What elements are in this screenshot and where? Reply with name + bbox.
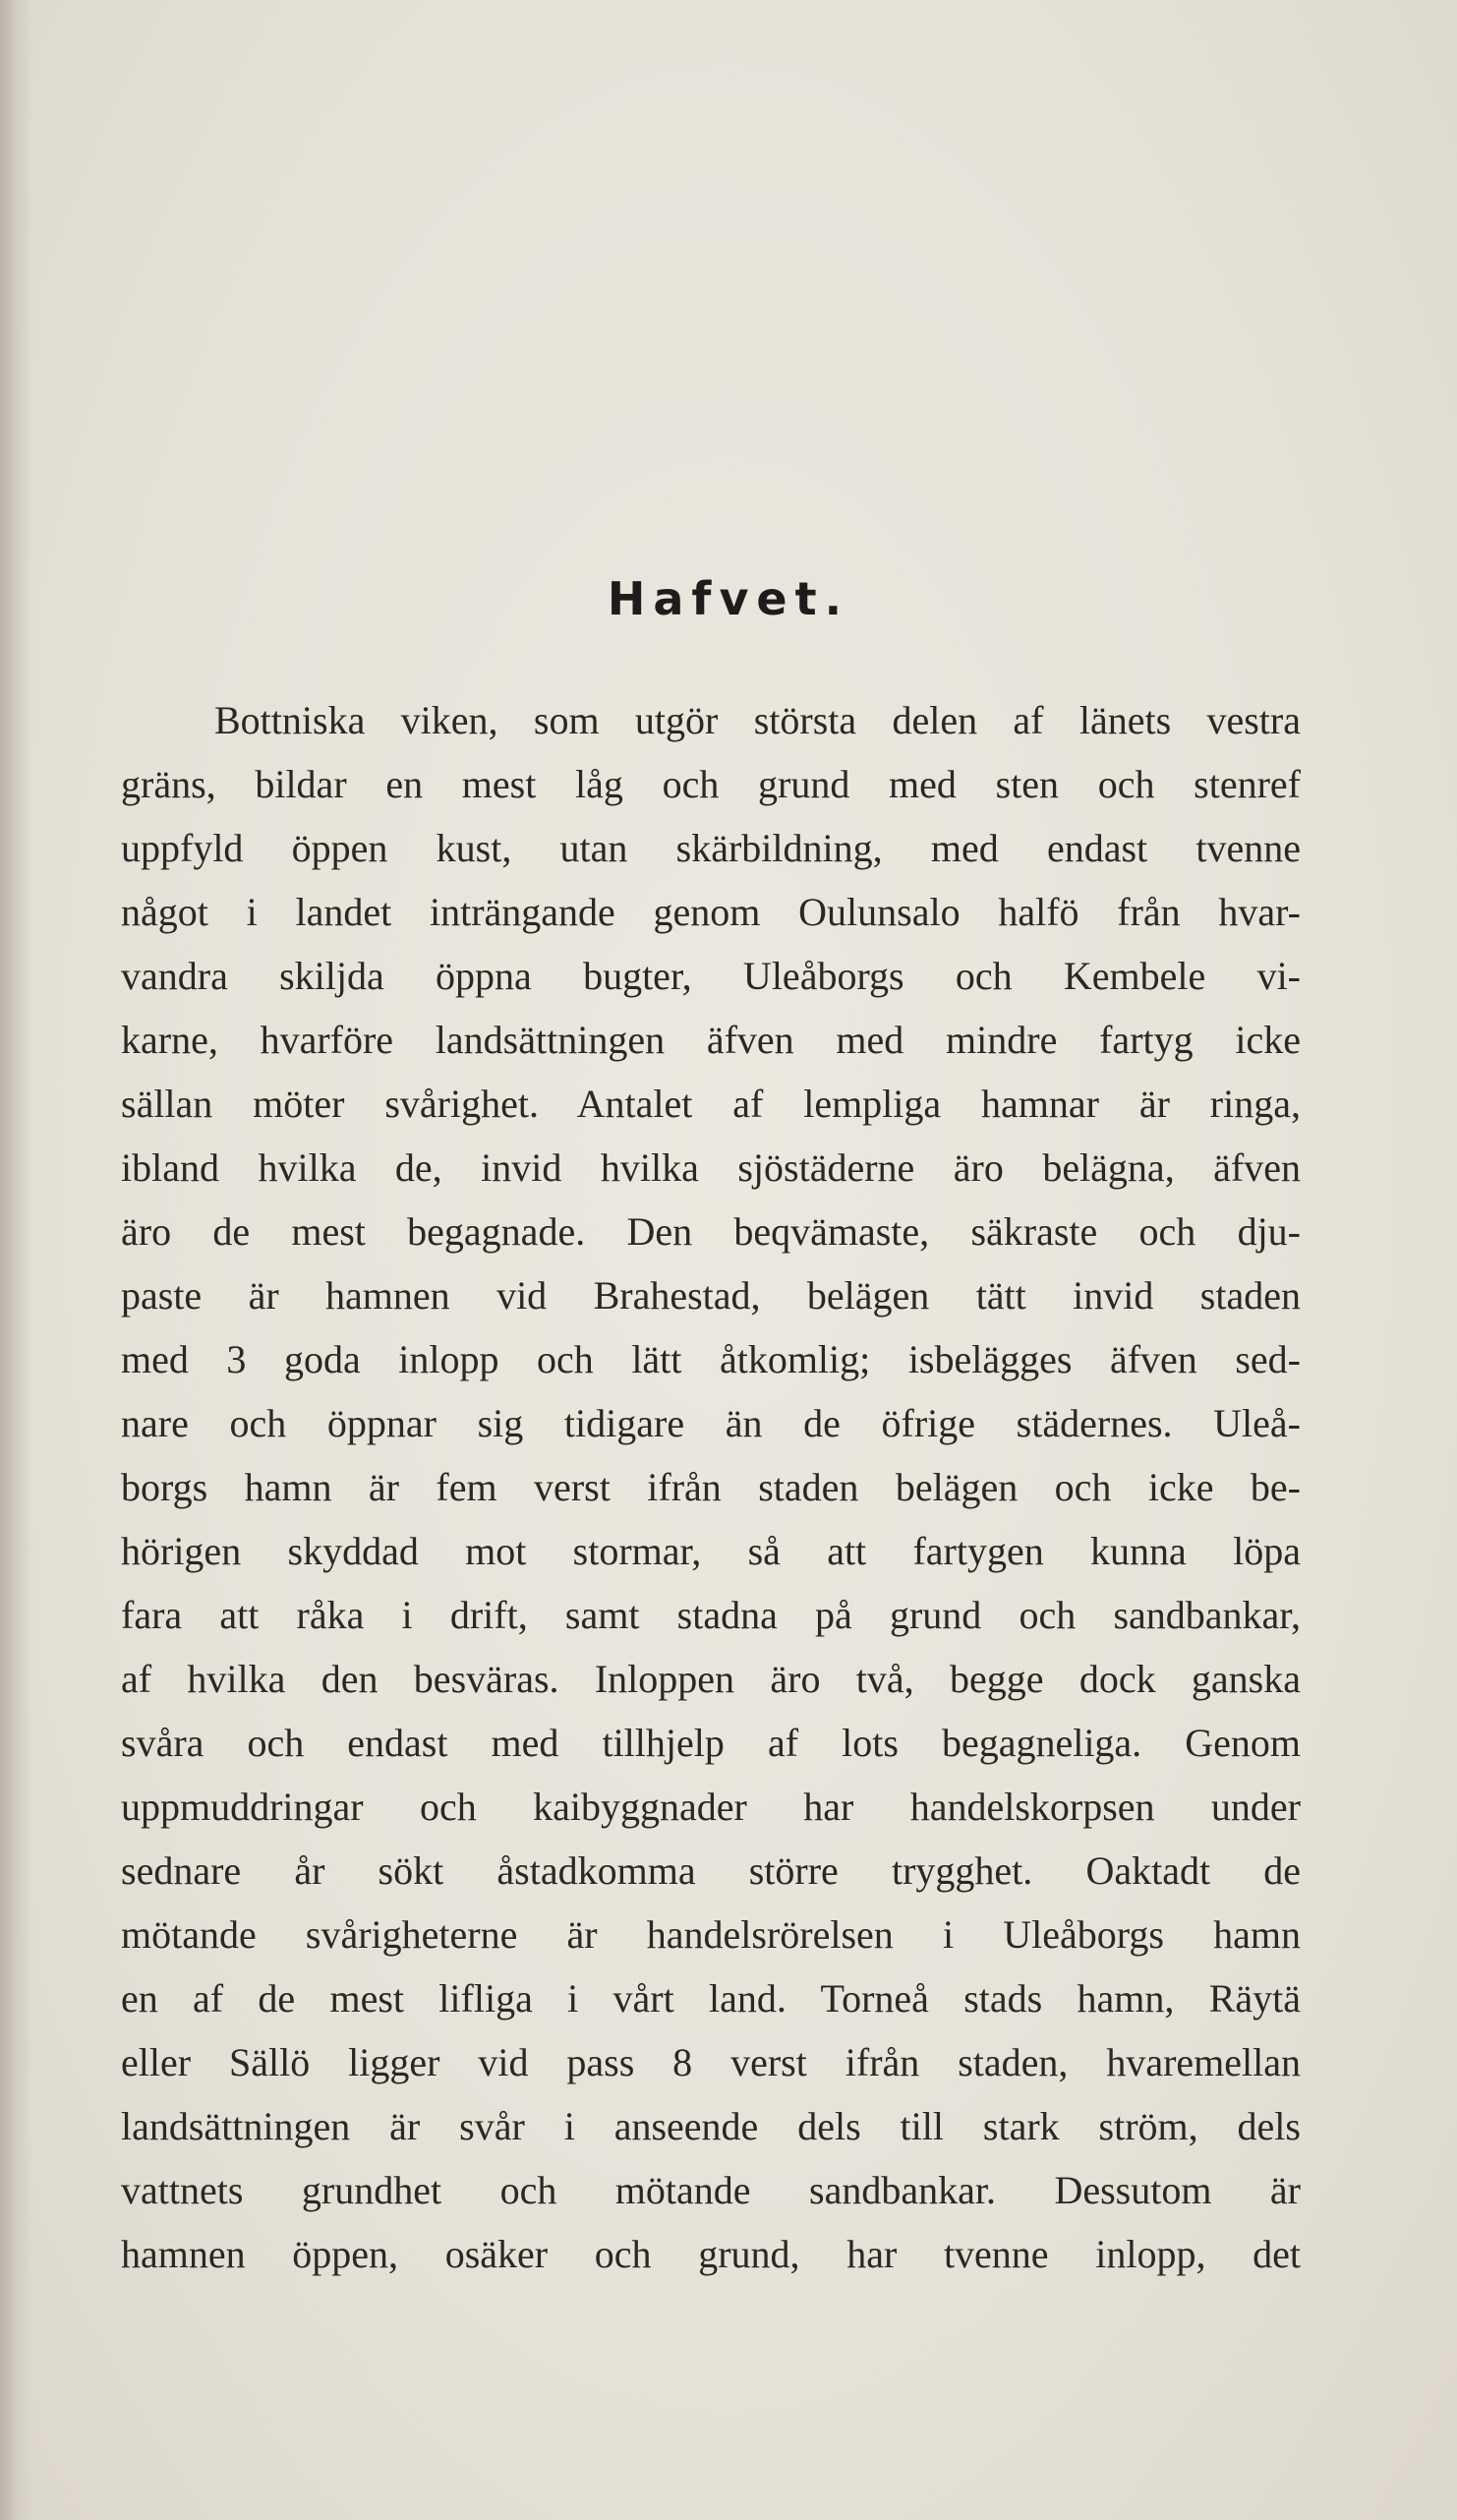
text-line: svåra och endast med tillhjelp af lots begagneliga. Genom (121, 1721, 1301, 1765)
text-line: med 3 goda inlopp och lätt åtkomlig; isbelägges äfven sed- (121, 1337, 1301, 1381)
text-line: af hvilka den besväras. Inloppen äro två, begge dock ganska (121, 1657, 1301, 1701)
body-text (121, 688, 1301, 2286)
section-heading: Hafvet. (607, 572, 850, 625)
text-line: en af de mest lifliga i vårt land. Torneå stads hamn, Räytä (121, 1976, 1301, 2021)
text-line: gräns, bildar en mest låg och grund med sten och stenref (121, 762, 1301, 806)
text-line: Bottniska viken, som utgör största delen af länets vestra (214, 698, 1301, 742)
text-line: karne, hvarföre landsättningen äfven med mindre fartyg icke (121, 1018, 1301, 1062)
text-line: eller Sällö ligger vid pass 8 verst ifrån staden, hvaremellan (121, 2040, 1301, 2084)
text-line: uppfyld öppen kust, utan skärbildning, med endast tvenne (121, 826, 1301, 870)
text-line: borgs hamn är fem verst ifrån staden belägen och icke be- (121, 1465, 1301, 1509)
text-line: äro de mest begagnade. Den beqvämaste, säkraste och dju- (121, 1209, 1301, 1254)
text-line: hörigen skyddad mot stormar, så att fartygen kunna löpa (121, 1529, 1301, 1573)
text-line: vandra skiljda öppna bugter, Uleåborgs och Kembele vi- (121, 954, 1301, 998)
text-line: landsättningen är svår i anseende dels till stark ström, dels (121, 2104, 1301, 2148)
page-gutter-shadow (0, 0, 33, 2520)
text-line: uppmuddringar och kaibyggnader har handelskorpsen under (121, 1785, 1301, 1829)
text-line: hamnen öppen, osäker och grund, har tvenne inlopp, det (121, 2232, 1301, 2276)
text-line: paste är hamnen vid Brahestad, belägen tätt invid staden (121, 1273, 1301, 1318)
text-line: sällan möter svårighet. Antalet af lempliga hamnar är ringa, (121, 1082, 1301, 1126)
text-line: mötande svårigheterne är handelsrörelsen i Uleåborgs hamn (121, 1912, 1301, 1957)
text-line: något i landet inträngande genom Oulunsalo halfö från hvar- (121, 890, 1301, 934)
text-line: sednare år sökt åstadkomma större trygghet. Oaktadt de (121, 1848, 1301, 1893)
text-line: nare och öppnar sig tidigare än de öfrige städernes. Uleå- (121, 1401, 1301, 1445)
text-line: fara att råka i drift, samt stadna på grund och sandbankar, (121, 1593, 1301, 1637)
text-line: vattnets grundhet och mötande sandbankar. Dessutom är (121, 2168, 1301, 2212)
text-line: ibland hvilka de, invid hvilka sjöstäderne äro belägna, äfven (121, 1145, 1301, 1190)
